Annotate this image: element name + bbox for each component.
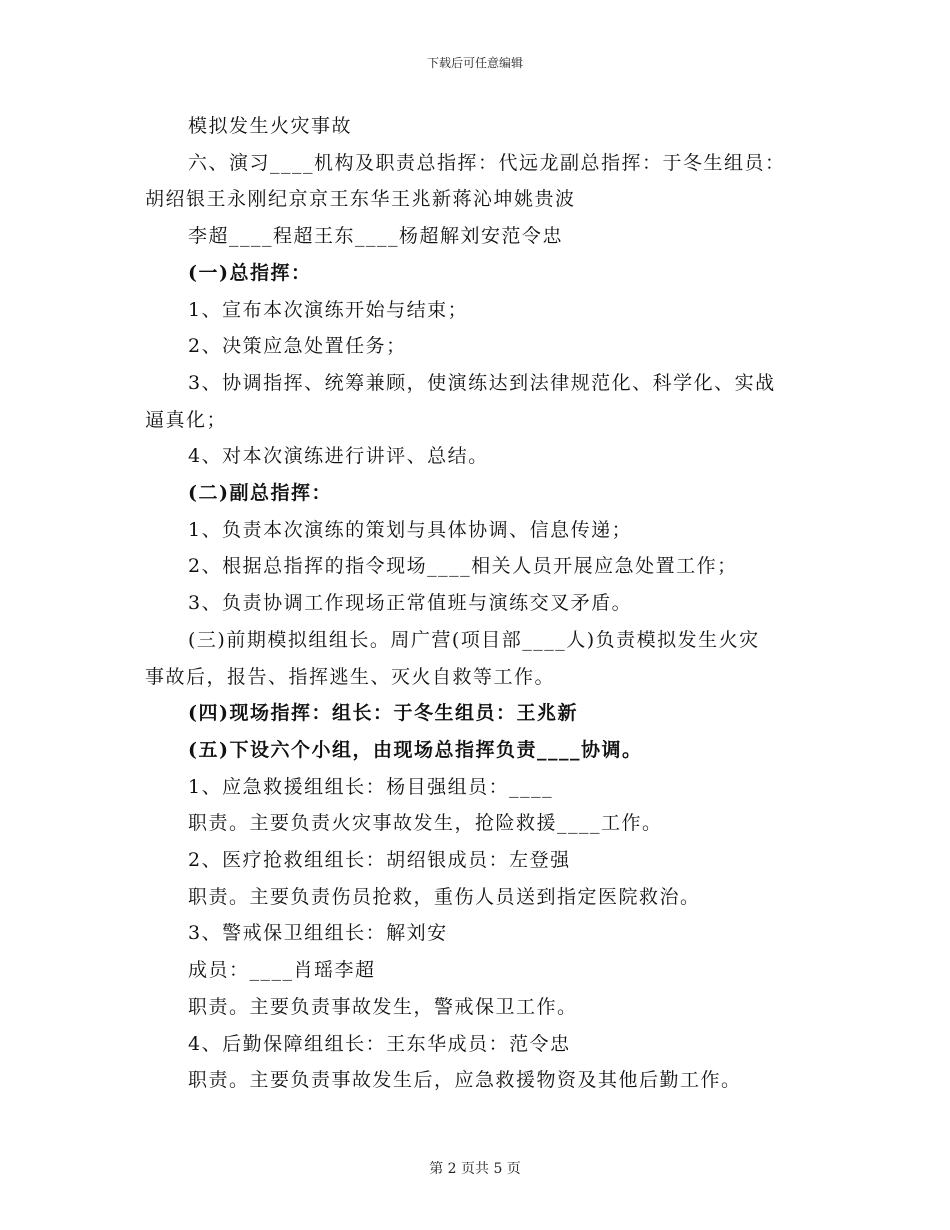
paragraph-line: 4、后勤保障组组长：王东华成员：范令忠 bbox=[188, 1032, 571, 1055]
paragraph-line: 职责。主要负责火灾事故发生，抢险救援____工作。 bbox=[188, 812, 663, 835]
paragraph-line: 3、警戒保卫组组长：解刘安 bbox=[188, 922, 448, 945]
paragraph-line: 4、对本次演练进行讲评、总结。 bbox=[188, 445, 489, 468]
paragraph-line: 2、医疗抢救组组长：胡绍银成员：左登强 bbox=[188, 849, 571, 871]
paragraph-line: 李超____程超王东____杨超解刘安范令忠 bbox=[188, 225, 564, 248]
paragraph-line: 1、负责本次演练的策划与具体协调、信息传递； bbox=[188, 518, 633, 541]
paragraph-line: (三)前期模拟组组长。周广营(项目部____人)负责模拟发生火灾 bbox=[188, 628, 760, 651]
paragraph-line: (五)下设六个小组，由现场总指挥负责____协调。 bbox=[188, 738, 643, 761]
paragraph-line: 成员：____肖瑶李超 bbox=[188, 959, 376, 982]
paragraph-line: 事故后，报告、指挥逃生、灭火自救等工作。 bbox=[145, 665, 556, 688]
paragraph-line: 2、决策应急处置任务； bbox=[188, 335, 407, 358]
paragraph-line: 模拟发生火灾事故 bbox=[188, 115, 353, 137]
paragraph-line: 六、演习____机构及职责总指挥：代远龙副总指挥：于冬生组员： bbox=[188, 151, 786, 174]
paragraph-line: 3、协调指挥、统筹兼顾，使演练达到法律规范化、科学化、实战 bbox=[188, 371, 776, 394]
paragraph-line: (四)现场指挥：组长：于冬生组员：王兆新 bbox=[188, 702, 578, 725]
paragraph-line: 1、宣布本次演练开始与结束； bbox=[188, 298, 469, 321]
paragraph-line: (二)副总指挥： bbox=[188, 482, 332, 504]
paragraph-line: 逼真化； bbox=[145, 408, 228, 431]
page-footer: 第 2 页共 5 页 bbox=[429, 1161, 521, 1177]
paragraph-line: (一)总指挥： bbox=[188, 261, 312, 284]
page-header: 下载后可任意编辑 bbox=[426, 56, 523, 70]
paragraph-line: 2、根据总指挥的指令现场____相关人员开展应急处置工作； bbox=[188, 555, 738, 578]
paragraph-line: 3、负责协调工作现场正常值班与演练交叉矛盾。 bbox=[188, 592, 633, 615]
paragraph-line: 职责。主要负责伤员抢救，重伤人员送到指定医院救治。 bbox=[188, 885, 701, 908]
paragraph-line: 职责。主要负责事故发生后，应急救援物资及其他后勤工作。 bbox=[188, 1069, 742, 1092]
paragraph-line: 职责。主要负责事故发生，警戒保卫工作。 bbox=[188, 995, 578, 1018]
paragraph-line: 1、应急救援组组长：杨目强组员：____ bbox=[188, 775, 554, 798]
paragraph-line: 胡绍银王永刚纪京京王东华王兆新蒋沁坤姚贵波 bbox=[145, 188, 576, 211]
